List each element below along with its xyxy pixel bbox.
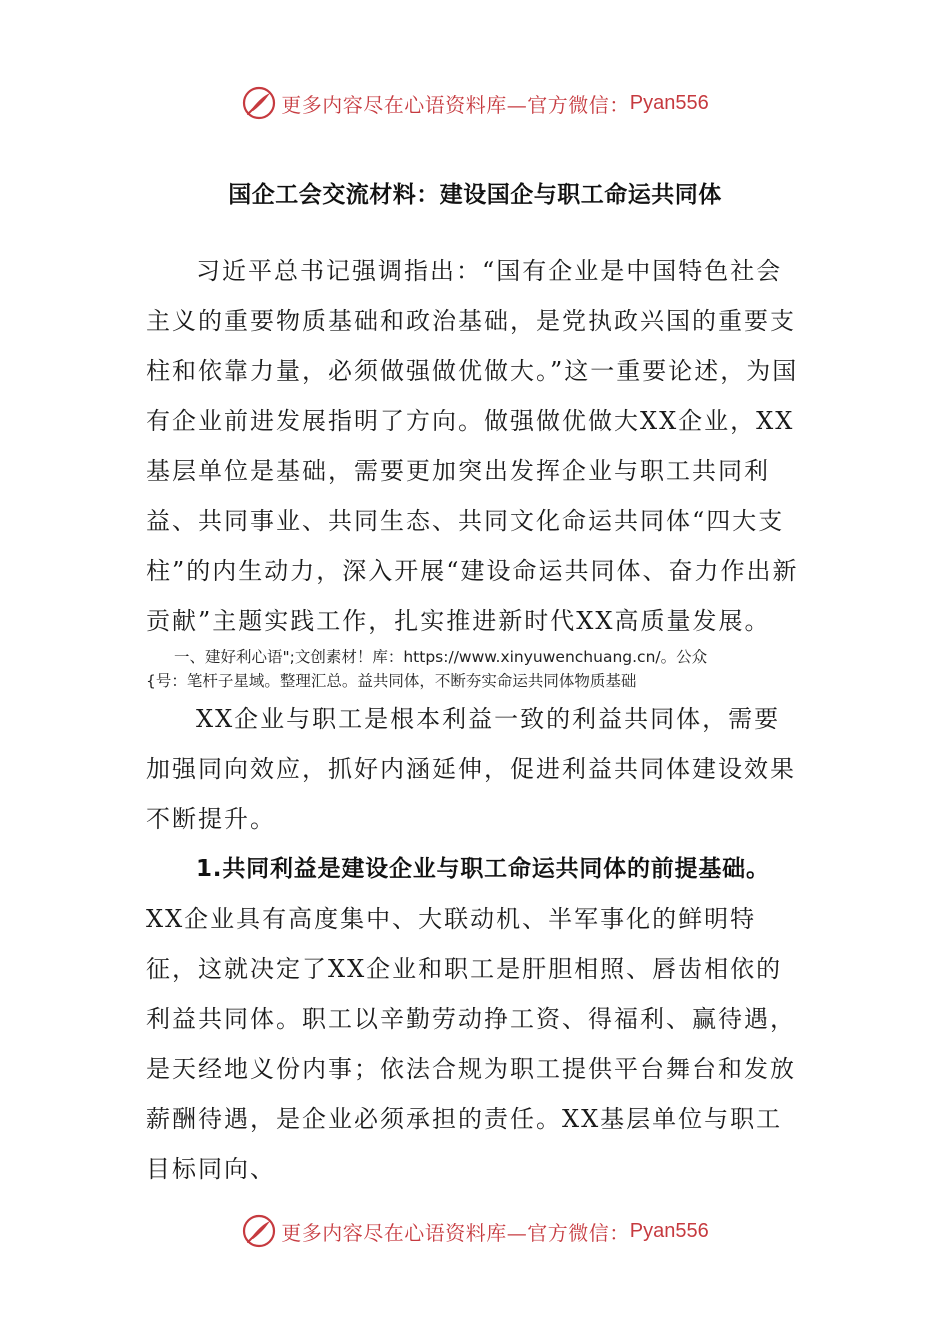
notice-line-2: {号：笔杆子星域。整理汇总。益共同体，不断夯实命运共同体物质基础 — [146, 672, 637, 690]
banner-wechat-id: Pyan556 — [629, 91, 709, 114]
section-heading-1: 1.共同利益是建设企业与职工命运共同体的前提基础。 — [196, 856, 770, 882]
notice-line-1: 一、建好利心语";文创素材！库：https://www.xinyuwenchuang.cn/。公众 — [174, 648, 708, 666]
banner-text: 更多内容尽在心语资料库—官方微信： — [281, 92, 630, 117]
paragraph-text: 习近平总书记强调指出：“国有企业是中国特色社会主义的重要物质基础和政治基础，是党执政兴国的重要支柱和依靠力量，必须做强做优做大。”这一重要论述，为国有企业前进发展指明了方向。做强做优做大XX企业，XX基层单位是基础，需要更加突出发挥企业与职工共同利益、共同事业、共同生态、共同文化命运共同体“四大支柱”的内生动力，深入开展“建设命运共同体、奋力作出新贡献”主题实践工作，扎实推进新时代XX高质量发展。 — [146, 257, 799, 635]
banner-wechat-id: Pyan556 — [629, 1219, 709, 1242]
body-paragraph-2 — [146, 694, 806, 844]
document-title: 国企工会交流材料：建设国企与职工命运共同体 — [228, 182, 722, 208]
paragraph-text: XX企业具有高度集中、大联动机、半军事化的鲜明特征，这就决定了XX企业和职工是肝胆相照、唇齿相依的利益共同体。职工以辛勤劳动挣工资、得福利、赢待遇，是天经地义份内事；依法合规为职工提供平台舞台和发放薪酬待遇，是企业必须承担的责任。XX基层单位与职工目标同向、 — [146, 905, 796, 1183]
quill-logo-icon — [241, 85, 277, 121]
banner-text: 更多内容尽在心语资料库—官方微信： — [281, 1220, 630, 1245]
body-paragraph-1 — [146, 246, 806, 646]
footer-watermark-banner — [0, 1211, 950, 1251]
paragraph-text: XX企业与职工是根本利益一致的利益共同体，需要加强同向效应，抓好内涵延伸，促进利益共同体建设效果不断提升。 — [146, 705, 796, 833]
body-paragraph-3 — [146, 894, 806, 1194]
header-watermark-banner — [0, 83, 950, 123]
quill-logo-icon — [241, 1213, 277, 1249]
inline-notice — [146, 645, 816, 693]
